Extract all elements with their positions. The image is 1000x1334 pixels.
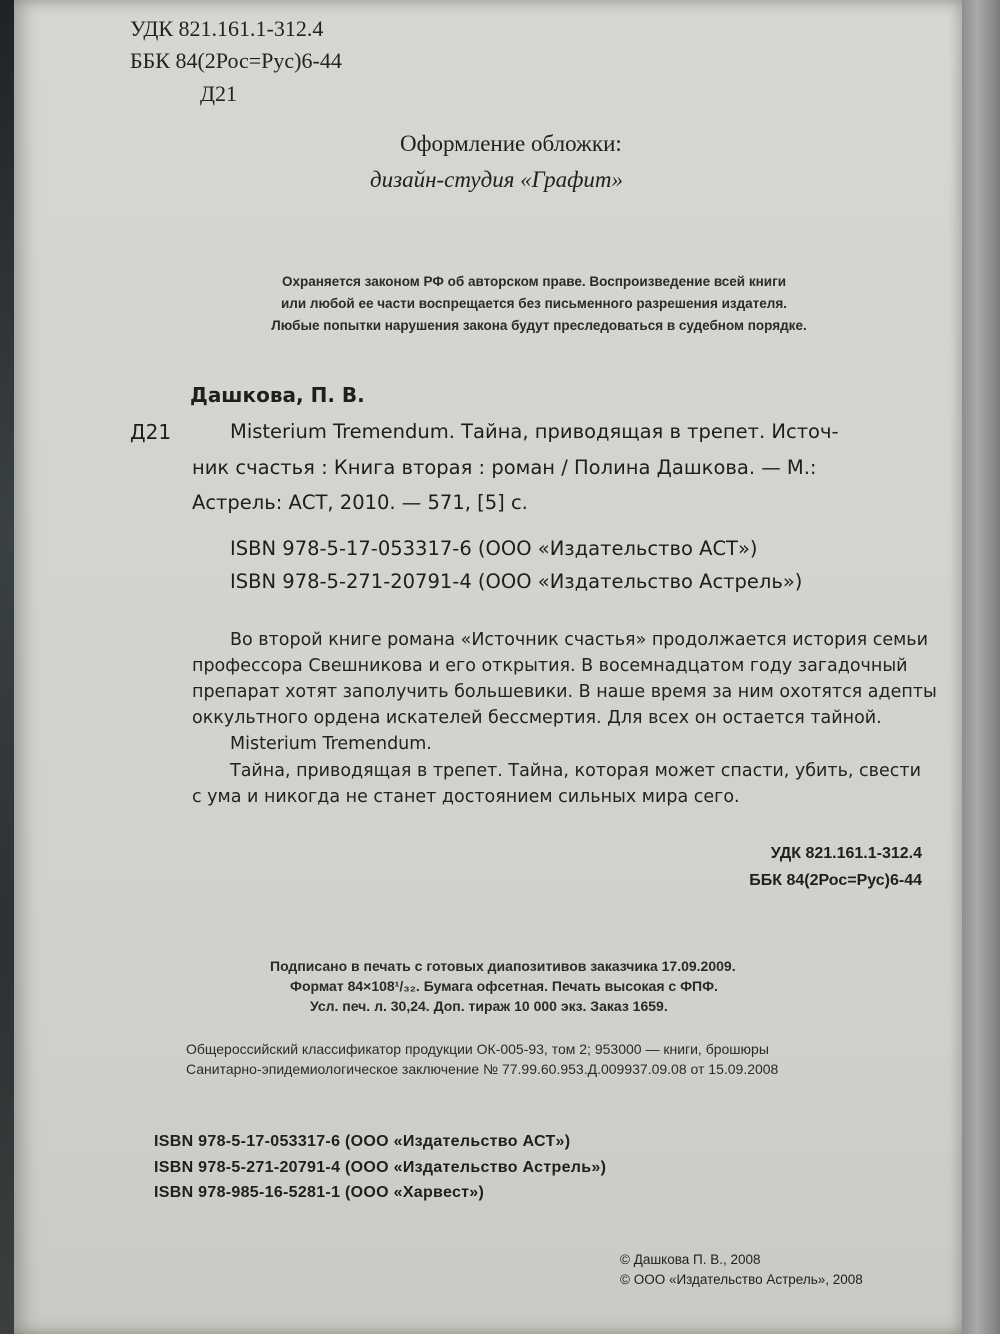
annotation-line-1: Во второй книге романа «Источник счастья» продолжается история семьи: [230, 630, 928, 650]
copyright-author: © Дашкова П. В., 2008: [620, 1252, 761, 1267]
bib-line-3: Астрель: АСТ, 2010. — 571, [5] с.: [192, 491, 528, 514]
imprint-line-1: Подписано в печать с готовых диапозитивов заказчика 17.09.2009.: [270, 958, 736, 974]
bib-isbn-2: ISBN 978-5-271-20791-4 (ООО «Издательство Астрель»): [230, 570, 803, 593]
bib-isbn-1: ISBN 978-5-17-053317-6 (ООО «Издательство АСТ»): [230, 537, 758, 560]
copyright-publisher: © ООО «Издательство Астрель», 2008: [620, 1272, 863, 1287]
imprint-line-3: Усл. печ. л. 30,24. Доп. тираж 10 000 экз. Заказ 1659.: [310, 998, 668, 1014]
udk-right: УДК 821.161.1-312.4: [770, 845, 922, 862]
annotation-line-6: Тайна, приводящая в трепет. Тайна, которая может спасти, убить, свести: [230, 761, 921, 781]
classifier-line-2: Санитарно-эпидемиологическое заключение № 77.99.60.953.Д.009937.09.08 от 15.09.2008: [186, 1061, 779, 1077]
bib-line-2: ник счастья : Книга вторая : роман / Полина Дашкова. — М.:: [192, 456, 817, 479]
header-bbk: ББК 84(2Рос=Рус)6-44: [130, 48, 342, 73]
background-right-edge: [962, 0, 1000, 1334]
show-through-title: [314, 300, 914, 380]
bib-author: Дашкова, П. В.: [190, 383, 365, 407]
copyright-notice-line-3: Любые попытки нарушения закона будут преследоваться в судебном порядке.: [271, 318, 807, 333]
book-page: [14, 0, 962, 1334]
header-code: Д21: [200, 81, 238, 106]
bib-line-1: Misterium Tremendum. Тайна, приводящая в трепет. Источ-: [230, 420, 839, 443]
imprint-line-2: Формат 84×108¹/₃₂. Бумага офсетная. Печать высокая с ФПФ.: [290, 978, 718, 994]
classifier-line-1: Общероссийский классификатор продукции ОК-005-93, том 2; 953000 — книги, брошюры: [186, 1041, 769, 1057]
bbk-right: ББК 84(2Рос=Рус)6-44: [749, 872, 922, 889]
copyright-notice-line-1: Охраняется законом РФ об авторском праве. Воспроизведение всей книги: [281, 274, 786, 289]
isbn-footer-1: ISBN 978-5-17-053317-6 (ООО «Издательство АСТ»): [154, 1133, 571, 1150]
cover-design-label: Оформление обложки:: [400, 131, 622, 156]
cover-design-studio: дизайн-студия «Графит»: [370, 167, 624, 192]
annotation-line-2: профессора Свешникова и его открытия. В восемнадцатом году загадочный: [192, 656, 908, 676]
copyright-notice-line-2: или любой ее части воспрещается без письменного разрешения издателя.: [280, 296, 788, 311]
bib-code: Д21: [130, 420, 172, 444]
annotation-line-3: препарат хотят заполучить большевики. В наше время за ним охотятся адепты: [192, 682, 937, 702]
annotation-line-4: оккультного ордена искателей бессмертия. Для всех он остается тайной.: [192, 708, 882, 728]
header-udk: УДК 821.161.1-312.4: [130, 16, 324, 41]
annotation-line-7: с ума и никогда не станет достоянием сильных мира сего.: [192, 787, 740, 807]
isbn-footer-2: ISBN 978-5-271-20791-4 (ООО «Издательство Астрель»): [154, 1159, 607, 1176]
isbn-footer-3: ISBN 978-985-16-5281-1 (ООО «Харвест»): [154, 1184, 485, 1201]
annotation-line-5: Misterium Tremendum.: [230, 734, 432, 754]
background-left-strip: [0, 0, 14, 1334]
